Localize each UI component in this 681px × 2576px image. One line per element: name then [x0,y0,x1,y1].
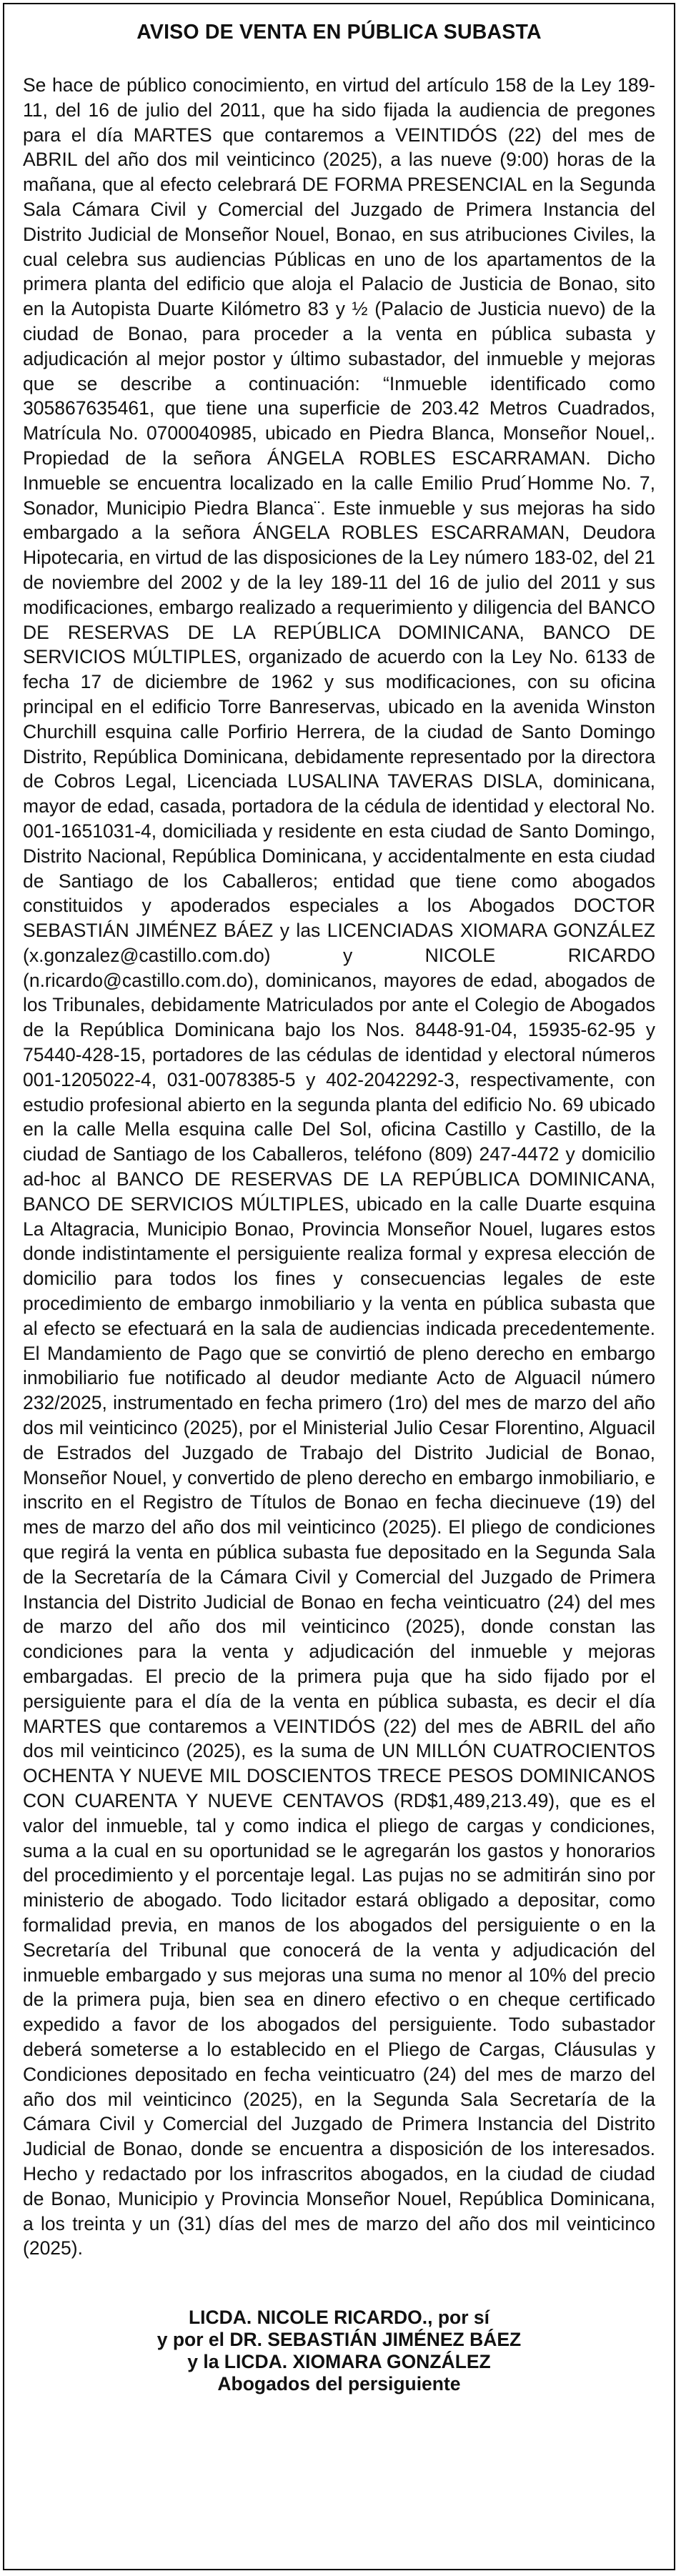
legal-notice-frame [3,3,675,2570]
notice-title: AVISO DE VENTA EN PÚBLICA SUBASTA [136,21,542,44]
signature-line-3: y la LICDA. XIOMARA GONZÁLEZ [187,2351,491,2373]
notice-body [23,73,655,2261]
signature-line-1: LICDA. NICOLE RICARDO., por sí [188,2307,490,2329]
signature-line-4: Abogados del persiguiente [217,2373,461,2395]
signature-block [23,2307,655,2395]
notice-paragraph: Se hace de público conocimiento, en virtud del artículo 158 de la Ley 189-11, del 16 de julio del 2011, que ha sido fijada la audiencia de pregones para el día MARTES que contaremos a VEINTIDÓS (22) del mes de ABRIL del año dos mil veinticinco (2025), a las nueve (9:00) horas de la mañana, que al efecto celebrará DE FORMA PRESENCIAL en la Segunda Sala Cámara Civil y Comercial del Juzgado de Primera Instancia del Distrito Judicial de Monseñor Nouel, Bonao, en sus atribuciones Civiles, la cual celebra sus audiencias Públicas en uno de los apartamentos de la primera planta del edificio que aloja el Palacio de Justicia de Bonao, sito en la Autopista Duarte Kilómetro 83 y ½ (Palacio de Justicia nuevo) de la ciudad de Bonao, para proceder a la venta en pública subasta y adjudicación al mejor postor y último subastador, del inmueble y mejoras que se describe a continuación: “Inmueble identificado como 305867635461, que tiene una superficie de 203.42 Metros Cuadrados, Matrícula No. 0700040985, ubicado en Piedra Blanca, Monseñor Nouel,. Propiedad de la señora ÁNGELA ROBLES ESCARRAMAN. Dicho Inmueble se encuentra localizado en la calle Emilio Prud´Homme No. 7, Sonador, Municipio Piedra Blanca¨. Este inmueble y sus mejoras ha sido embargado a la señora ÁNGELA ROBLES ESCARRAMAN, Deudora Hipotecaria, en virtud de las disposiciones de la Ley número 183-02, del 21 de noviembre del 2002 y de la ley 189-11 del 16 de julio del 2011 y sus modificaciones, embargo realizado a requerimiento y diligencia del BANCO DE RESERVAS DE LA REPÚBLICA DOMINICANA, BANCO DE SERVICIOS MÚLTIPLES, organizado de acuerdo con la Ley No. 6133 de fecha 17 de diciembre de 1962 y sus modificaciones, con su oficina principal en el edificio Torre Banreservas, ubicado en la avenida Winston Churchill esquina calle Porfirio Herrera, de la ciudad de Santo Domingo Distrito, República Dominicana, debidamente representado por la directora de Cobros Legal, Licenciada LUSALINA TAVERAS DISLA, dominicana, mayor de edad, casada, portadora de la cédula de identidad y electoral No. 001-1651031-4, domiciliada y residente en esta ciudad de Santo Domingo, Distrito Nacional, República Dominicana, y accidentalmente en esta ciudad de Santiago de los Caballeros; entidad que tiene como abogados constituidos y apoderados especiales a los Abogados DOCTOR SEBASTIÁN JIMÉNEZ BÁEZ y las LICENCIADAS XIOMARA GONZÁLEZ (x.gonzalez@castillo.com.do) y NICOLE RICARDO (n.ricardo@castillo.com.do), dominicanos, mayores de edad, abogados de los Tribunales, debidamente Matriculados por ante el Colegio de Abogados de la República Dominicana bajo los Nos. 8448-91-04, 15935-62-95 y 75440-428-15, portadores de las cédulas de identidad y electoral números 001-1205022-4, 031-0078385-5 y 402-2042292-3, respectivamente, con estudio profesional abierto en la segunda planta del edificio No. 69 ubicado en la calle Mella esquina calle Del Sol, oficina Castillo y Castillo, de la ciudad de Santiago de los Caballeros, teléfono (809) 247-4472 y domicilio ad-hoc al BANCO DE RESERVAS DE LA REPÚBLICA DOMINICANA, BANCO DE SERVICIOS MÚLTIPLES, ubicado en la calle Duarte esquina La Altagracia, Municipio Bonao, Provincia Monseñor Nouel, lugares estos donde indistintamente el persiguiente realiza formal y expresa elección de domicilio para todos los fines y consecuencias legales de este procedimiento de embargo inmobiliario y la venta en pública subasta que al efecto se efectuará en la sala de audiencias indicada precedentemente. El Mandamiento de Pago que se convirtió de pleno derecho en embargo inmobiliario fue notificado al deudor mediante Acto de Alguacil número 232/2025, instrumentado en fecha primero (1ro) del mes de marzo del año dos mil veinticinco (2025), por el Ministerial Julio Cesar Florentino, Alguacil de Estrados del Juzgado de Trabajo del Distrito Judicial de Bonao, Monseñor Nouel, y convertido de pleno derecho en embargo inmobiliario, e inscrito en el Registro de Títulos de Bonao en fecha diecinueve (19) del mes de marzo del año dos mil veinticinco (2025). El pliego de condiciones que regirá la venta en pública subasta fue depositado en la Segunda Sala de la Secretaría de la Cámara Civil y Comercial del Juzgado de Primera Instancia del Distrito Judicial de Bonao en fecha veinticuatro (24) del mes de marzo del año dos mil veinticinco (2025), donde constan las condiciones para la venta y adjudicación del inmueble y mejoras embargadas. El precio de la primera puja que ha sido fijado por el persiguiente para el día de la venta en pública subasta, es decir el día MARTES que contaremos a VEINTIDÓS (22) del mes de ABRIL del año dos mil veinticinco (2025), es la suma de UN MILLÓN CUATROCIENTOS OCHENTA Y NUEVE MIL DOSCIENTOS TRECE PESOS DOMINICANOS CON CUARENTA Y NUEVE CENTAVOS (RD$1,489,213.49), que es el valor del inmueble, tal y como indica el pliego de cargas y condiciones, suma a la cual en su oportunidad se le agregarán los gastos y honorarios del procedimiento y el porcentaje legal. Las pujas no se admitirán sino por ministerio de abogado. Todo licitador estará obligado a depositar, como formalidad previa, en manos de los abogados del persiguiente o en la Secretaría del Tribunal que conocerá de la venta y adjudicación del inmueble embargado y sus mejoras una suma no menor al 10% del precio de la primera puja, bien sea en dinero efectivo o en cheque certificado expedido a favor de los abogados del persiguiente. Todo subastador deberá someterse a lo establecido en el Pliego de Cargas, Cláusulas y Condiciones depositado en fecha veinticuatro (24) del mes de marzo del año dos mil veinticinco (2025), en la Segunda Sala Secretaría de la Cámara Civil y Comercial del Juzgado de Primera Instancia del Distrito Judicial de Bonao, donde se encuentra a disposición de los interesados. Hecho y redactado por los infrascritos abogados, en la ciudad de ciudad de Bonao, Municipio y Provincia Monseñor Nouel, República Dominicana, a los treinta y un (31) días del mes de marzo del año dos mil veinticinco (2025). [23,74,655,2259]
signature-line-2: y por el DR. SEBASTIÁN JIMÉNEZ BÁEZ [156,2329,522,2351]
